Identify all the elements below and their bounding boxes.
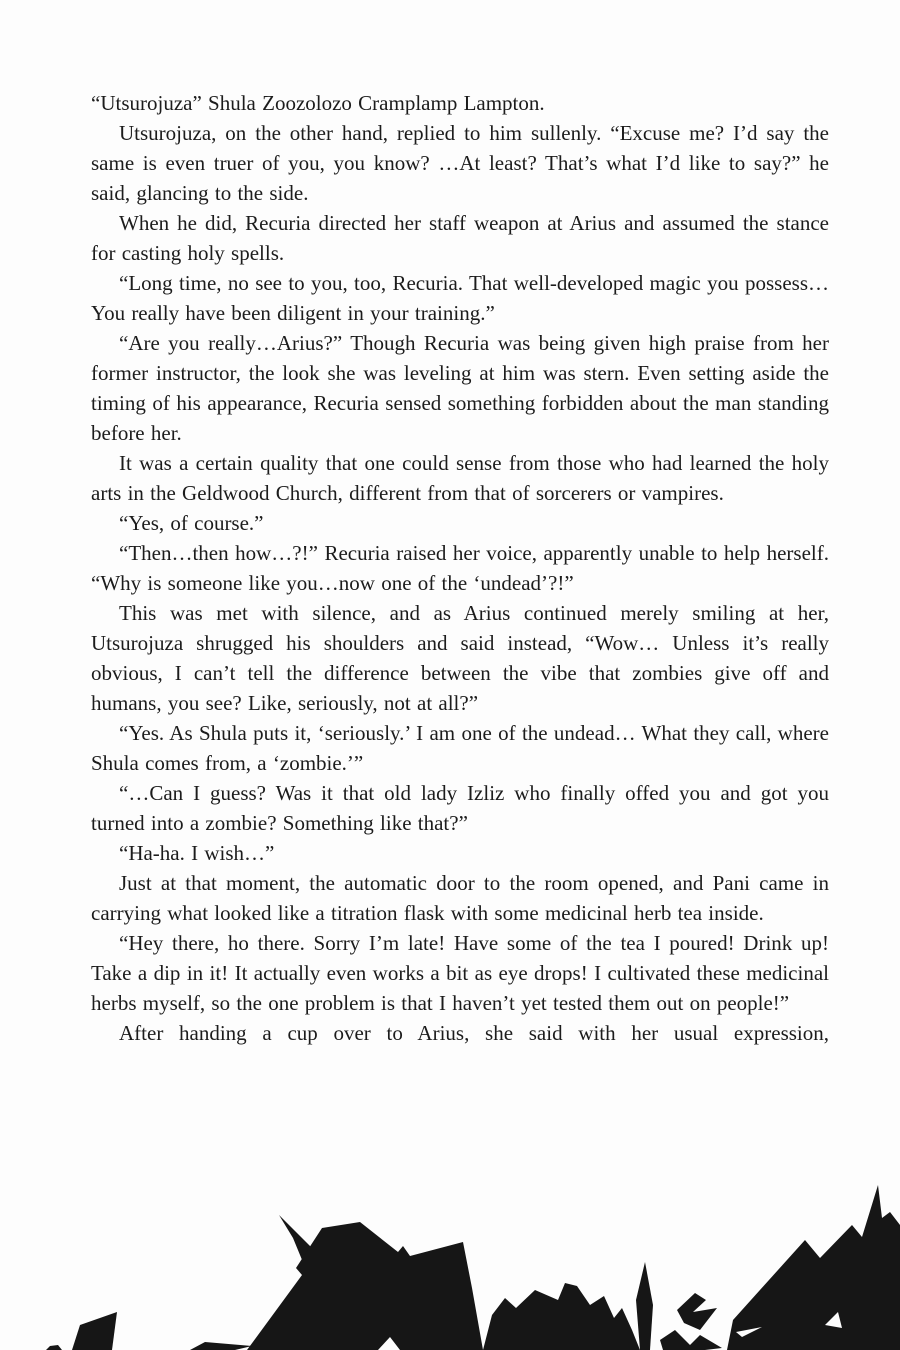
paragraph: Utsurojuza, on the other hand, replied to him sullenly. “Excuse me? I’d say the same is even truer of you, you know? …At least? That’s what I’d like to say?” he said, glancing to the side. (91, 121, 829, 205)
debris-shard-left (72, 1312, 117, 1350)
debris-rubble-bottom (660, 1330, 722, 1350)
paragraph: “Ha-ha. I wish…” (119, 841, 275, 865)
paragraph: Just at that moment, the automatic door to the room opened, and Pani came in carrying what looked like a titration flask with some medicinal herb tea inside. (91, 871, 829, 925)
paragraph: “Hey there, ho there. Sorry I’m late! Have some of the tea I poured! Drink up! Take a dip in it! It actually even works a bit as eye drops! I cultivated these medicinal herbs myself, so the one problem is that I haven’t yet tested them out on people!” (91, 931, 829, 1015)
paragraph: After handing a cup over to Arius, she said with her usual expression, (119, 1021, 829, 1045)
debris-fragment (46, 1345, 62, 1350)
paragraph: “Then…then how…?!” Recuria raised her voice, apparently unable to help herself. “Why is someone like you…now one of the ‘undead’?!” (91, 541, 829, 595)
paragraph: When he did, Recuria directed her staff weapon at Arius and assumed the stance for casting holy spells. (91, 211, 829, 265)
paragraph: “Utsurojuza” Shula Zoozolozo Cramplamp Lampton. (91, 91, 545, 115)
debris-mass-right (727, 1185, 900, 1350)
paragraph: This was met with silence, and as Arius continued merely smiling at her, Utsurojuza shrugged his shoulders and said instead, “Wow… Unless it’s really obvious, I can’t tell the difference between the vibe that zombies give off and humans, you see? Like, seriously, not at all?” (91, 601, 829, 715)
debris-sliver (190, 1342, 252, 1350)
paragraph: “Yes. As Shula puts it, ‘seriously.’ I am one of the undead… What they call, where Shula comes from, a ‘zombie.’” (91, 721, 829, 775)
paragraph: “Long time, no see to you, too, Recuria. That well-developed magic you possess… You really have been diligent in your training.” (91, 271, 829, 325)
debris-splinter-middle (636, 1262, 653, 1350)
paragraph: “Are you really…Arius?” Though Recuria was being given high praise from her former instructor, the look she was leveling at him was stern. Even setting aside the timing of his appearance, Recuria sensed something forbidden about the man standing before her. (91, 331, 829, 445)
debris-chevron (677, 1293, 717, 1330)
body-text (91, 88, 829, 1048)
paragraph: “…Can I guess? Was it that old lady Izliz who finally offed you and got you turned into a zombie? Something like that?” (91, 781, 829, 835)
debris-silhouette-illustration (0, 1180, 900, 1350)
debris-cluster-middle (483, 1283, 640, 1350)
paragraph: “Yes, of course.” (119, 511, 264, 535)
debris-mass-left (247, 1222, 483, 1350)
paragraph: It was a certain quality that one could sense from those who had learned the holy arts in the Geldwood Church, different from that of sorcerers or vampires. (91, 451, 829, 505)
